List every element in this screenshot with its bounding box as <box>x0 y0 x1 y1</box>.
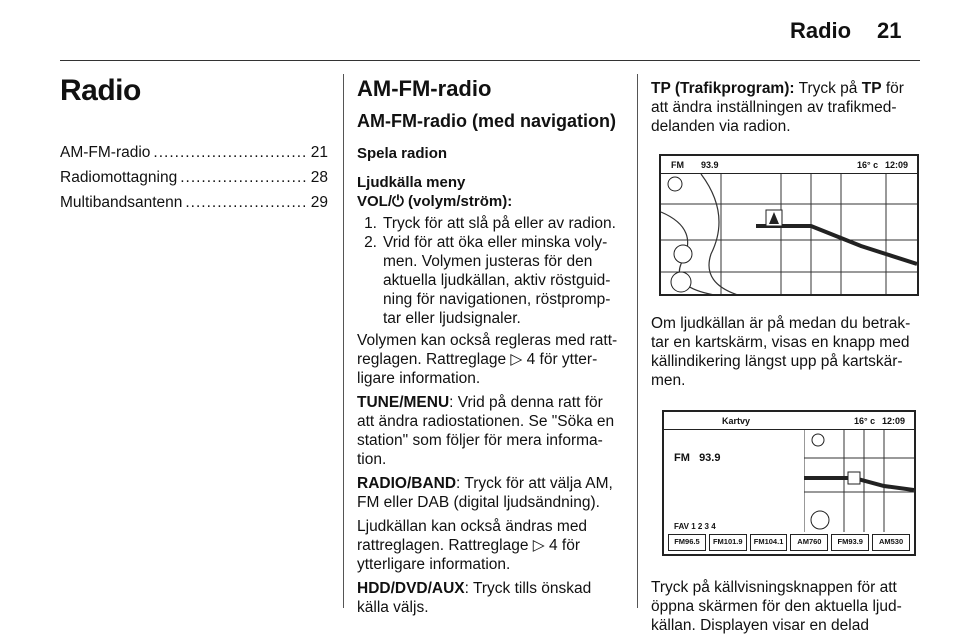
band-label: FM <box>671 160 684 170</box>
map-screen-source-illustration <box>662 410 916 556</box>
preset-button[interactable]: FM96.5 <box>668 534 706 551</box>
topic-heading: VOL/⏻ (volym/ström): <box>357 193 513 210</box>
main-column <box>357 70 623 617</box>
body-paragraph: RADIO/BAND: Tryck för att välja AM, FM eller DAB (digital ljudsändning). <box>357 475 613 511</box>
toc-leader <box>185 190 306 215</box>
body-paragraph: Om ljudkällan är på medan du betrak-tar en kartskärm, visas en knapp med källindikering längst upp på kartskär-men. <box>651 315 911 389</box>
preset-button[interactable]: FM104.1 <box>750 534 788 551</box>
toc-list <box>60 140 328 215</box>
toc-entry-label: Multibandsantenn <box>60 194 183 211</box>
toc-leader <box>180 165 307 190</box>
zoom-scale-icon <box>811 511 829 529</box>
clock-label: 12:09 <box>885 160 909 170</box>
zoom-scale-icon <box>671 272 691 292</box>
vehicle-icon <box>848 472 860 484</box>
toc-entry-page: 29 <box>310 194 328 211</box>
body-paragraph: TP (Trafikprogram): Tryck på TP för att ändra inställningen av trafikmed-delanden via radion. <box>651 80 904 135</box>
topic-heading: Ljudkälla meny <box>357 174 466 191</box>
page-number: 21 <box>877 18 902 43</box>
compass-icon <box>812 434 824 446</box>
column-divider <box>343 74 344 608</box>
body-paragraph: Ljudkällan kan också ändras med rattreglagen. Rattreglage ▷ 4 för ytterligare information. <box>357 518 588 573</box>
running-header-title: Radio <box>790 18 852 43</box>
preset-button[interactable]: AM760 <box>790 534 828 551</box>
topic-heading: Spela radion <box>357 145 448 162</box>
band-frequency: FM 93.9 <box>674 452 721 464</box>
toc-entry-page: 21 <box>310 144 328 161</box>
toc-entry-label: Radiomottagning <box>60 169 178 186</box>
toc-entry[interactable] <box>60 165 328 190</box>
temperature-label: 16° c <box>857 160 879 170</box>
column-divider <box>637 74 638 608</box>
status-bar <box>661 156 917 174</box>
chapter-title: Radio <box>60 74 141 107</box>
map-view-label: Kartvy <box>722 416 751 426</box>
preset-button[interactable]: FM101.9 <box>709 534 747 551</box>
toc-entry[interactable] <box>60 140 328 165</box>
preset-bar <box>668 534 910 551</box>
list-item: 1. Tryck för att slå på eller av radion. <box>364 215 616 232</box>
body-paragraph: Tryck på källvisningsknappen för att öppna skärmen för den aktuella ljud-källan. Displayen visar en delad <box>651 579 902 634</box>
steps-list <box>357 214 623 328</box>
poi-icon <box>674 245 692 263</box>
section-heading: AM-FM-radio <box>357 76 492 101</box>
map-view <box>661 174 917 296</box>
preset-button[interactable]: FM93.9 <box>831 534 869 551</box>
body-paragraph: Volymen kan också regleras med ratt-reglagen. Rattreglage ▷ 4 för ytter-ligare information. <box>357 332 618 387</box>
map-screen-illustration <box>659 154 919 296</box>
temperature-label: 16° c <box>854 416 876 426</box>
favorites-label: FAV 1 2 3 4 <box>674 522 716 531</box>
chapter-toc <box>60 70 328 215</box>
toc-entry-page: 28 <box>310 169 328 186</box>
toc-leader <box>153 140 306 165</box>
map-view <box>804 430 914 532</box>
toc-entry[interactable] <box>60 190 328 215</box>
status-bar <box>664 412 914 430</box>
header-rule <box>60 60 920 61</box>
preset-button[interactable]: AM530 <box>872 534 910 551</box>
clock-label: 12:09 <box>882 416 906 426</box>
body-paragraph: HDD/DVD/AUX: Tryck tills önskad källa väljs. <box>357 580 592 616</box>
compass-icon <box>668 177 682 191</box>
subsection-heading: AM-FM-radio (med navigation) <box>357 111 616 131</box>
toc-entry-label: AM-FM-radio <box>60 144 151 161</box>
body-paragraph: TUNE/MENU: Vrid på denna ratt för att ändra radiostationen. Se "Söka en station" som följer för mera informa-tion. <box>357 394 615 468</box>
right-column <box>651 70 923 635</box>
list-item: 2. Vrid för att öka eller minska voly-men. Volymen justeras för den aktuella ljudkällan, aktiv röstguid-ning för navigationen, röstpromp-tar eller ljudsignaler. <box>364 234 611 327</box>
frequency-label: 93.9 <box>701 160 719 170</box>
